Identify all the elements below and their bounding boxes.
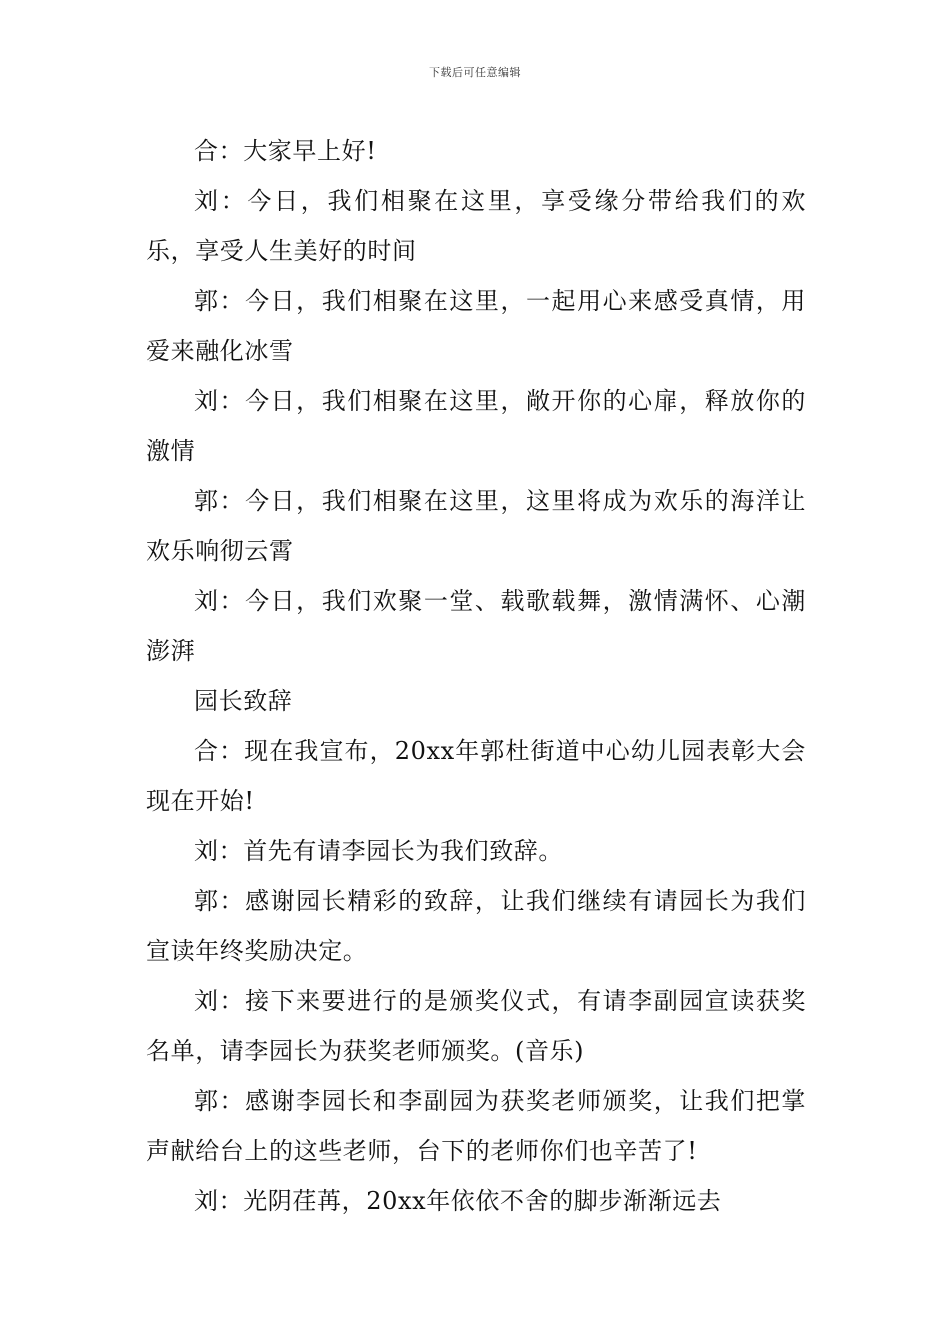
paragraph: 合：现在我宣布，20xx年郭杜街道中心幼儿园表彰大会现在开始!	[146, 737, 806, 815]
document-body	[146, 126, 806, 1226]
paragraph: 郭：今日，我们相聚在这里，这里将成为欢乐的海洋让欢乐响彻云霄	[146, 487, 806, 565]
paragraph: 刘：今日，我们相聚在这里，敞开你的心扉，释放你的激情	[146, 387, 806, 465]
paragraph: 刘：光阴荏苒，20xx年依依不舍的脚步渐渐远去	[194, 1187, 722, 1215]
paragraph: 刘：今日，我们欢聚一堂、载歌载舞，激情满怀、心潮澎湃	[146, 587, 806, 665]
paragraph: 合：大家早上好!	[194, 137, 377, 165]
paragraph: 郭：感谢李园长和李副园为获奖老师颁奖，让我们把掌声献给台上的这些老师，台下的老师你们也辛苦了!	[146, 1087, 806, 1165]
paragraph: 刘：接下来要进行的是颁奖仪式，有请李副园宣读获奖名单，请李园长为获奖老师颁奖。(音乐)	[146, 987, 806, 1065]
section-heading: 园长致辞	[194, 687, 293, 715]
paragraph: 郭：感谢园长精彩的致辞，让我们继续有请园长为我们宣读年终奖励决定。	[146, 887, 806, 965]
page-header: 下载后可任意编辑	[429, 66, 521, 79]
paragraph: 郭：今日，我们相聚在这里，一起用心来感受真情，用爱来融化冰雪	[146, 287, 806, 365]
paragraph: 刘：今日，我们相聚在这里，享受缘分带给我们的欢乐，享受人生美好的时间	[146, 187, 806, 265]
paragraph: 刘：首先有请李园长为我们致辞。	[194, 837, 563, 865]
